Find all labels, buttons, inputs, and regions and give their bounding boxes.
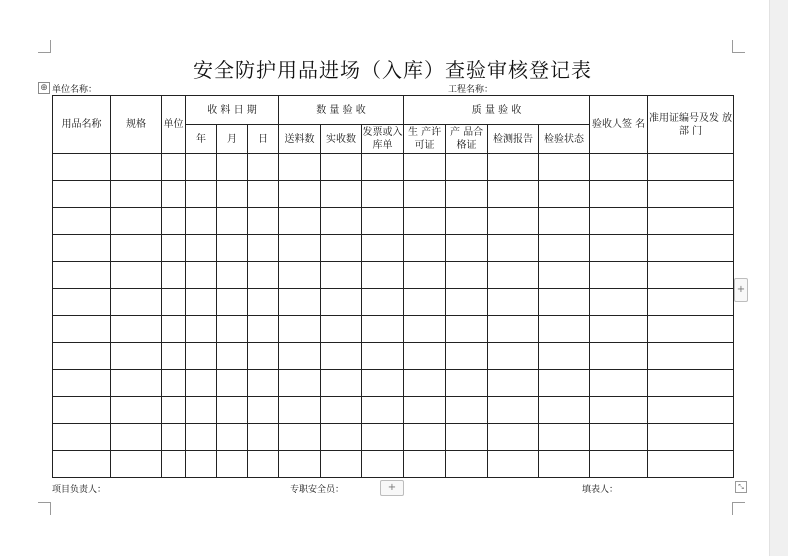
header-test-report[interactable]: 检测报告 [488, 125, 539, 154]
table-cell[interactable] [248, 316, 279, 343]
header-inspection-status[interactable]: 检验状态 [539, 125, 590, 154]
table-cell[interactable] [446, 208, 488, 235]
table-cell[interactable] [590, 289, 648, 316]
table-cell[interactable] [321, 424, 362, 451]
table-cell[interactable] [404, 181, 446, 208]
table-cell[interactable] [539, 397, 590, 424]
table-cell[interactable] [404, 235, 446, 262]
table-cell[interactable] [162, 424, 186, 451]
table-cell[interactable] [648, 235, 734, 262]
table-cell[interactable] [217, 343, 248, 370]
table-row [53, 424, 734, 451]
table-cell[interactable] [279, 154, 321, 181]
table-cell[interactable] [217, 181, 248, 208]
header-receive-date[interactable]: 收 料 日 期 [186, 96, 279, 125]
table-cell[interactable] [404, 262, 446, 289]
table-cell[interactable] [321, 289, 362, 316]
table-cell[interactable] [404, 289, 446, 316]
table-cell[interactable] [648, 289, 734, 316]
table-cell[interactable] [539, 181, 590, 208]
project-manager-label: 项目负责人： [52, 485, 107, 495]
table-cell[interactable] [321, 154, 362, 181]
table-cell[interactable] [186, 343, 217, 370]
table-row [53, 451, 734, 478]
table-cell[interactable] [590, 343, 648, 370]
table-cell[interactable] [404, 451, 446, 478]
table-cell[interactable] [590, 235, 648, 262]
table-cell[interactable] [446, 451, 488, 478]
table-cell[interactable] [590, 154, 648, 181]
table-cell[interactable] [362, 262, 404, 289]
table-cell[interactable] [321, 451, 362, 478]
table-cell[interactable] [111, 154, 162, 181]
table-cell[interactable] [488, 343, 539, 370]
table-cell[interactable] [404, 424, 446, 451]
table-cell[interactable] [362, 154, 404, 181]
table-cell[interactable] [321, 262, 362, 289]
table-cell[interactable] [53, 289, 111, 316]
table-cell[interactable] [446, 289, 488, 316]
table-cell[interactable] [590, 451, 648, 478]
table-row [53, 154, 734, 181]
header-license-dept[interactable]: 准用证编号及发 放 部 门 [648, 96, 734, 154]
table-cell[interactable] [446, 397, 488, 424]
add-row-button[interactable]: + [380, 480, 404, 496]
table-cell[interactable] [404, 370, 446, 397]
add-column-button[interactable]: + [734, 278, 748, 302]
table-cell[interactable] [590, 208, 648, 235]
header-product-name[interactable]: 用品名称 [53, 96, 111, 154]
table-cell[interactable] [404, 316, 446, 343]
table-cell[interactable] [111, 451, 162, 478]
table-cell[interactable] [488, 208, 539, 235]
header-inspector-sign[interactable]: 验收人签 名 [590, 96, 648, 154]
table-cell[interactable] [111, 208, 162, 235]
table-cell[interactable] [217, 397, 248, 424]
table-cell[interactable] [648, 397, 734, 424]
safety-officer-label: 专职安全员： [290, 485, 345, 495]
table-cell[interactable] [53, 451, 111, 478]
table-cell[interactable] [53, 343, 111, 370]
unit-name-label: 单位名称： [52, 85, 98, 95]
table-cell[interactable] [111, 343, 162, 370]
table-cell[interactable] [162, 397, 186, 424]
table-move-handle-icon[interactable]: ⊕ [38, 82, 50, 94]
table-cell[interactable] [248, 262, 279, 289]
table-cell[interactable] [217, 208, 248, 235]
table-cell[interactable] [217, 235, 248, 262]
table-cell[interactable] [186, 262, 217, 289]
table-cell[interactable] [590, 397, 648, 424]
table-cell[interactable] [279, 451, 321, 478]
table-resize-handle-icon[interactable]: ⤡ [735, 481, 747, 493]
table-row [53, 397, 734, 424]
table-cell[interactable] [279, 397, 321, 424]
table-cell[interactable] [279, 262, 321, 289]
header-month[interactable]: 月 [217, 125, 248, 154]
table-cell[interactable] [321, 397, 362, 424]
table-cell[interactable] [648, 208, 734, 235]
table-cell[interactable] [321, 370, 362, 397]
table-cell[interactable] [648, 316, 734, 343]
table-cell[interactable] [362, 370, 404, 397]
registration-table [52, 95, 734, 478]
table-cell[interactable] [162, 370, 186, 397]
table-cell[interactable] [111, 235, 162, 262]
table-cell[interactable] [590, 262, 648, 289]
header-production-license[interactable]: 生 产许可证 [404, 125, 446, 154]
table-cell[interactable] [590, 370, 648, 397]
table-cell[interactable] [53, 397, 111, 424]
table-cell[interactable] [186, 451, 217, 478]
table-row [53, 181, 734, 208]
table-cell[interactable] [248, 154, 279, 181]
table-cell[interactable] [186, 235, 217, 262]
header-sent-qty[interactable]: 送料数 [279, 125, 321, 154]
table-cell[interactable] [217, 424, 248, 451]
table-cell[interactable] [446, 424, 488, 451]
table-cell[interactable] [362, 424, 404, 451]
table-cell[interactable] [590, 316, 648, 343]
table-cell[interactable] [488, 181, 539, 208]
table-cell[interactable] [217, 154, 248, 181]
table-cell[interactable] [362, 289, 404, 316]
table-cell[interactable] [362, 397, 404, 424]
table-cell[interactable] [111, 370, 162, 397]
page-corner-mark [732, 40, 745, 53]
table-cell[interactable] [217, 370, 248, 397]
table-cell[interactable] [590, 424, 648, 451]
table-row [53, 343, 734, 370]
table-cell[interactable] [248, 289, 279, 316]
table-cell[interactable] [248, 397, 279, 424]
table-cell[interactable] [404, 397, 446, 424]
table-cell[interactable] [279, 208, 321, 235]
table-cell[interactable] [446, 154, 488, 181]
table-cell[interactable] [53, 235, 111, 262]
table-cell[interactable] [248, 451, 279, 478]
table-cell[interactable] [488, 235, 539, 262]
table-cell[interactable] [488, 316, 539, 343]
table-cell[interactable] [446, 370, 488, 397]
table-row [53, 370, 734, 397]
table-cell[interactable] [539, 316, 590, 343]
table-cell[interactable] [321, 235, 362, 262]
table-cell[interactable] [217, 451, 248, 478]
table-cell[interactable] [279, 289, 321, 316]
table-cell[interactable] [648, 154, 734, 181]
table-cell[interactable] [539, 370, 590, 397]
table-cell[interactable] [248, 181, 279, 208]
table-cell[interactable] [539, 262, 590, 289]
table-cell[interactable] [162, 235, 186, 262]
table-cell[interactable] [248, 208, 279, 235]
table-cell[interactable] [446, 235, 488, 262]
table-cell[interactable] [53, 154, 111, 181]
header-actual-qty[interactable]: 实收数 [321, 125, 362, 154]
header-quantity-check[interactable]: 数 量 验 收 [279, 96, 404, 125]
table-cell[interactable] [362, 316, 404, 343]
table-cell[interactable] [404, 343, 446, 370]
page-title: 安全防护用品进场（入库）查验审核登记表 [193, 58, 592, 82]
table-cell[interactable] [279, 235, 321, 262]
header-invoice[interactable]: 发票或入库单 [362, 125, 404, 154]
table-body [53, 154, 734, 478]
table-cell[interactable] [648, 370, 734, 397]
table-cell[interactable] [446, 262, 488, 289]
table-cell[interactable] [539, 424, 590, 451]
header-day[interactable]: 日 [248, 125, 279, 154]
table-row [53, 262, 734, 289]
table-cell[interactable] [321, 181, 362, 208]
table-cell[interactable] [217, 316, 248, 343]
project-name-label: 工程名称： [448, 85, 494, 95]
table-cell[interactable] [248, 370, 279, 397]
table-cell[interactable] [539, 451, 590, 478]
table-cell[interactable] [53, 208, 111, 235]
table-cell[interactable] [362, 451, 404, 478]
table-cell[interactable] [248, 343, 279, 370]
table-row [53, 289, 734, 316]
table-cell[interactable] [53, 262, 111, 289]
table-cell[interactable] [279, 181, 321, 208]
table-cell[interactable] [321, 343, 362, 370]
table-cell[interactable] [162, 262, 186, 289]
table-row [53, 235, 734, 262]
filler-label: 填表人： [582, 485, 619, 495]
table-cell[interactable] [162, 316, 186, 343]
table-cell[interactable] [53, 370, 111, 397]
header-quality-check[interactable]: 质 量 验 收 [404, 96, 590, 125]
table-cell[interactable] [53, 181, 111, 208]
header-spec[interactable]: 规格 [111, 96, 162, 154]
table-cell[interactable] [186, 154, 217, 181]
table-cell[interactable] [362, 208, 404, 235]
table-cell[interactable] [162, 451, 186, 478]
table-cell[interactable] [362, 181, 404, 208]
table-cell[interactable] [217, 262, 248, 289]
table-cell[interactable] [446, 343, 488, 370]
header-unit[interactable]: 单位 [162, 96, 186, 154]
table-cell[interactable] [279, 370, 321, 397]
table-cell[interactable] [162, 289, 186, 316]
table-cell[interactable] [186, 208, 217, 235]
table-cell[interactable] [648, 424, 734, 451]
table-cell[interactable] [488, 370, 539, 397]
table-cell[interactable] [248, 424, 279, 451]
table-cell[interactable] [162, 181, 186, 208]
table-cell[interactable] [539, 235, 590, 262]
table-cell[interactable] [111, 424, 162, 451]
table-cell[interactable] [539, 154, 590, 181]
table-cell[interactable] [648, 451, 734, 478]
table-cell[interactable] [111, 181, 162, 208]
table-cell[interactable] [186, 370, 217, 397]
table-cell[interactable] [488, 397, 539, 424]
table-row [53, 208, 734, 235]
header-year[interactable]: 年 [186, 125, 217, 154]
table-cell[interactable] [217, 289, 248, 316]
page-corner-mark [732, 502, 745, 515]
table-cell[interactable] [53, 316, 111, 343]
page-corner-mark [38, 502, 51, 515]
table-cell[interactable] [53, 424, 111, 451]
table-cell[interactable] [404, 154, 446, 181]
table-cell[interactable] [446, 316, 488, 343]
table-cell[interactable] [186, 424, 217, 451]
table-cell[interactable] [186, 397, 217, 424]
table-cell[interactable] [279, 424, 321, 451]
table-cell[interactable] [488, 154, 539, 181]
table-cell[interactable] [488, 424, 539, 451]
table-cell[interactable] [539, 343, 590, 370]
table-cell[interactable] [279, 316, 321, 343]
vertical-scrollbar[interactable] [769, 0, 788, 556]
table-cell[interactable] [279, 343, 321, 370]
table-cell[interactable] [186, 289, 217, 316]
table-cell[interactable] [186, 181, 217, 208]
header-product-certificate[interactable]: 产 品合格证 [446, 125, 488, 154]
table-cell[interactable] [111, 397, 162, 424]
page-corner-mark [38, 40, 51, 53]
table-cell[interactable] [648, 262, 734, 289]
table-cell[interactable] [111, 316, 162, 343]
table-cell[interactable] [590, 181, 648, 208]
table-cell[interactable] [362, 235, 404, 262]
table-row [53, 316, 734, 343]
table-cell[interactable] [539, 289, 590, 316]
table-cell[interactable] [111, 262, 162, 289]
table-cell[interactable] [488, 289, 539, 316]
table-cell[interactable] [539, 208, 590, 235]
table-cell[interactable] [648, 343, 734, 370]
table-cell[interactable] [648, 181, 734, 208]
table-cell[interactable] [186, 316, 217, 343]
table-cell[interactable] [362, 343, 404, 370]
table-cell[interactable] [488, 451, 539, 478]
table-cell[interactable] [248, 235, 279, 262]
table-cell[interactable] [321, 208, 362, 235]
table-cell[interactable] [162, 154, 186, 181]
table-cell[interactable] [321, 316, 362, 343]
table-cell[interactable] [111, 289, 162, 316]
table-cell[interactable] [162, 343, 186, 370]
table-cell[interactable] [488, 262, 539, 289]
table-cell[interactable] [404, 208, 446, 235]
table-cell[interactable] [162, 208, 186, 235]
table-cell[interactable] [446, 181, 488, 208]
